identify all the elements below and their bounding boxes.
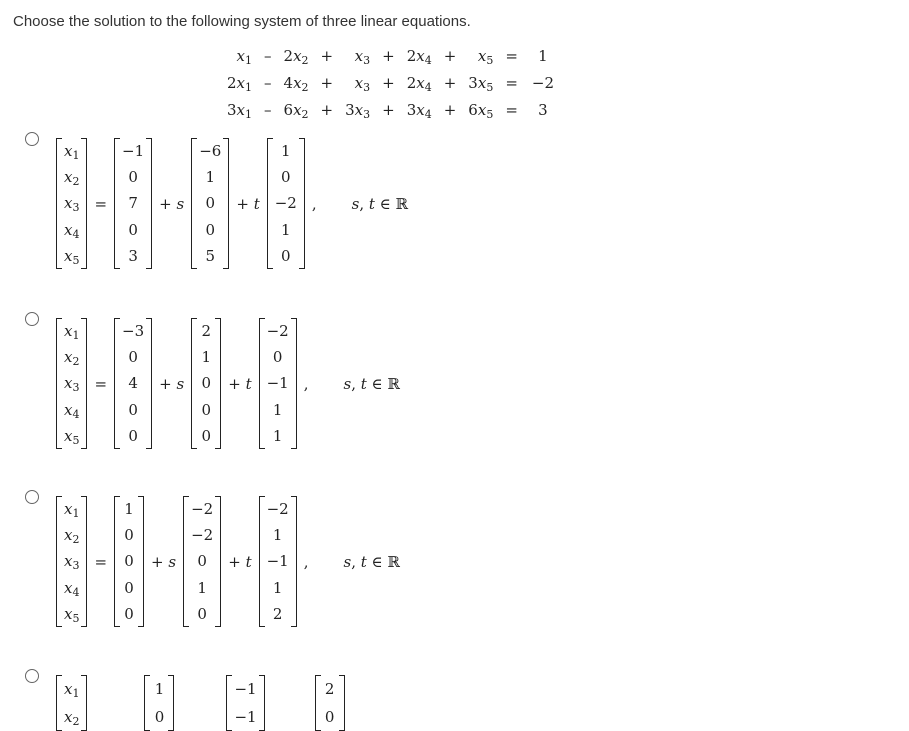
equation-operator: −2 (531, 73, 555, 92)
vector-entry: 0 (201, 400, 211, 419)
s-vector (226, 675, 264, 731)
vector-entry: −1 (122, 142, 145, 161)
vector-entry: 3 (128, 246, 138, 265)
vector-entry: $x_3$ (64, 552, 80, 573)
equation-term: $3x_4$ (406, 100, 432, 121)
parameter-condition: s, t ∈ ℝ (351, 194, 409, 213)
vector-entry: 1 (272, 578, 283, 597)
equation-row (222, 42, 561, 69)
equation-operator: – (264, 46, 272, 65)
vector-entry: 1 (154, 680, 165, 698)
vector-entry: −6 (199, 142, 222, 161)
vector-entry: 0 (201, 374, 211, 393)
vector-entry: 0 (205, 194, 216, 213)
equation-term: $3x_3$ (345, 100, 371, 121)
equation-term: $3x_5$ (468, 73, 494, 94)
equation-operator: + (443, 46, 457, 65)
vector-entry: 1 (272, 426, 283, 445)
solution-expression (56, 318, 400, 449)
vector-entry: 2 (201, 322, 211, 341)
vector-entry: 1 (281, 220, 291, 239)
variable-vector (56, 496, 87, 627)
equation-operator: = (505, 100, 518, 119)
vector-entry: $x_2$ (64, 708, 80, 728)
plus-s: + s (159, 194, 185, 213)
equation-operator: + (382, 73, 395, 92)
equation-term: $x_5$ (477, 46, 494, 67)
vector-entry: 0 (272, 348, 283, 367)
vector-entry: 0 (201, 426, 211, 445)
t-vector (259, 318, 297, 449)
vector-entry: 1 (197, 578, 207, 597)
vector-entry: 0 (128, 400, 138, 419)
equation-term: $2x_4$ (406, 73, 432, 94)
equation-term: $4x_2$ (283, 73, 309, 94)
equation-operator: + (382, 100, 395, 119)
equation-operator: + (443, 73, 457, 92)
comma: , (303, 552, 309, 571)
vector-entry: −2 (191, 526, 214, 545)
plus-s: + s (151, 552, 177, 571)
vector-entry: 1 (124, 500, 134, 519)
vector-entry: −1 (266, 374, 289, 393)
s-vector (191, 138, 229, 269)
particular-vector (114, 138, 152, 269)
vector-entry: $x_4$ (64, 220, 80, 241)
equals-sign: = (94, 374, 108, 393)
vector-entry: 0 (124, 526, 134, 545)
vector-entry: $x_1$ (64, 322, 80, 343)
vector-entry: $x_3$ (64, 194, 80, 215)
equation-row (222, 96, 561, 123)
solution-expression (56, 138, 408, 269)
parameter-condition: s, t ∈ ℝ (343, 374, 400, 393)
vector-entry: 0 (128, 426, 138, 445)
vector-entry: 0 (281, 246, 291, 265)
vector-entry: $x_1$ (64, 142, 80, 163)
vector-entry: −1 (266, 552, 289, 571)
variable-vector (56, 138, 87, 269)
plus-t: + t (236, 194, 260, 213)
vector-entry: $x_2$ (64, 168, 80, 189)
equation-term: $2x_1$ (227, 73, 253, 94)
equation-operator: – (264, 73, 272, 92)
vector-entry: 2 (324, 680, 335, 698)
question-text: Choose the solution to the following system of three linear equations. (13, 13, 471, 30)
vector-entry: 2 (272, 604, 283, 623)
variable-vector (56, 675, 87, 731)
vector-entry: −3 (122, 322, 145, 341)
equals-sign: = (94, 194, 108, 213)
s-vector (191, 318, 221, 449)
vector-entry: 0 (124, 578, 134, 597)
vector-entry: 0 (128, 348, 138, 367)
equation-operator: – (264, 100, 272, 119)
equation-operator: + (320, 100, 334, 119)
t-vector (315, 675, 345, 731)
equation-term: $x_3$ (354, 73, 371, 94)
equation-operator: = (505, 73, 518, 92)
equation-term: $x_1$ (236, 46, 253, 67)
vector-entry: 0 (128, 168, 138, 187)
equation-operator: = (505, 46, 518, 65)
vector-entry: $x_1$ (64, 680, 80, 700)
variable-vector (56, 318, 87, 449)
vector-entry: −1 (234, 680, 257, 698)
equation-operator: + (443, 100, 457, 119)
vector-entry: 0 (124, 552, 134, 571)
equation-operator: + (382, 46, 395, 65)
t-vector (259, 496, 297, 627)
equals-sign: = (94, 552, 108, 571)
vector-entry: $x_5$ (64, 246, 80, 267)
radio-button[interactable] (25, 312, 39, 326)
vector-entry: 0 (281, 168, 291, 187)
vector-entry: $x_2$ (64, 526, 80, 547)
comma: , (303, 374, 309, 393)
equation-row (222, 69, 561, 96)
vector-entry: 0 (154, 708, 165, 726)
vector-entry: −2 (266, 500, 289, 519)
equation-term: $6x_2$ (283, 100, 309, 121)
vector-entry: 0 (205, 220, 216, 239)
equation-term: $x_3$ (354, 46, 371, 67)
vector-entry: 1 (201, 348, 211, 367)
radio-button[interactable] (25, 490, 39, 504)
plus-s: + s (159, 374, 185, 393)
s-vector (183, 496, 221, 627)
vector-entry: 4 (128, 374, 138, 393)
solution-expression (56, 675, 345, 731)
plus-t: + t (228, 552, 252, 571)
vector-entry: 0 (124, 604, 134, 623)
particular-vector (114, 496, 144, 627)
equation-table (222, 42, 561, 123)
equation-system (222, 42, 561, 123)
vector-entry: −2 (266, 322, 289, 341)
vector-entry: 0 (197, 552, 207, 571)
vector-entry: $x_5$ (64, 604, 80, 625)
t-vector (267, 138, 305, 269)
vector-entry: −2 (191, 500, 214, 519)
equation-operator: + (320, 73, 334, 92)
vector-entry: −2 (274, 194, 297, 213)
vector-entry: $x_4$ (64, 400, 80, 421)
solution-expression (56, 496, 400, 627)
vector-entry: $x_5$ (64, 426, 80, 447)
equation-term: $6x_5$ (468, 100, 494, 121)
comma: , (311, 194, 317, 213)
vector-entry: 7 (128, 194, 138, 213)
vector-entry: $x_1$ (64, 500, 80, 521)
equation-operator: 3 (538, 100, 548, 119)
parameter-condition: s, t ∈ ℝ (343, 552, 400, 571)
vector-entry: −1 (234, 708, 257, 726)
radio-button[interactable] (25, 132, 39, 146)
equation-operator: + (320, 46, 334, 65)
vector-entry: 0 (197, 604, 207, 623)
particular-vector (144, 675, 174, 731)
vector-entry: 1 (272, 400, 283, 419)
vector-entry: 5 (205, 246, 216, 265)
vector-entry: 1 (205, 168, 216, 187)
equation-term: $3x_1$ (227, 100, 253, 121)
plus-t: + t (228, 374, 252, 393)
vector-entry: $x_3$ (64, 374, 80, 395)
vector-entry: 0 (128, 220, 138, 239)
vector-entry: $x_4$ (64, 578, 80, 599)
vector-entry: 1 (281, 142, 291, 161)
vector-entry: 1 (272, 526, 283, 545)
radio-button[interactable] (25, 669, 39, 683)
particular-vector (114, 318, 152, 449)
equation-term: $2x_4$ (406, 46, 432, 67)
equation-operator: 1 (538, 46, 548, 65)
vector-entry: $x_2$ (64, 348, 80, 369)
equation-term: $2x_2$ (283, 46, 309, 67)
vector-entry: 0 (324, 708, 335, 726)
